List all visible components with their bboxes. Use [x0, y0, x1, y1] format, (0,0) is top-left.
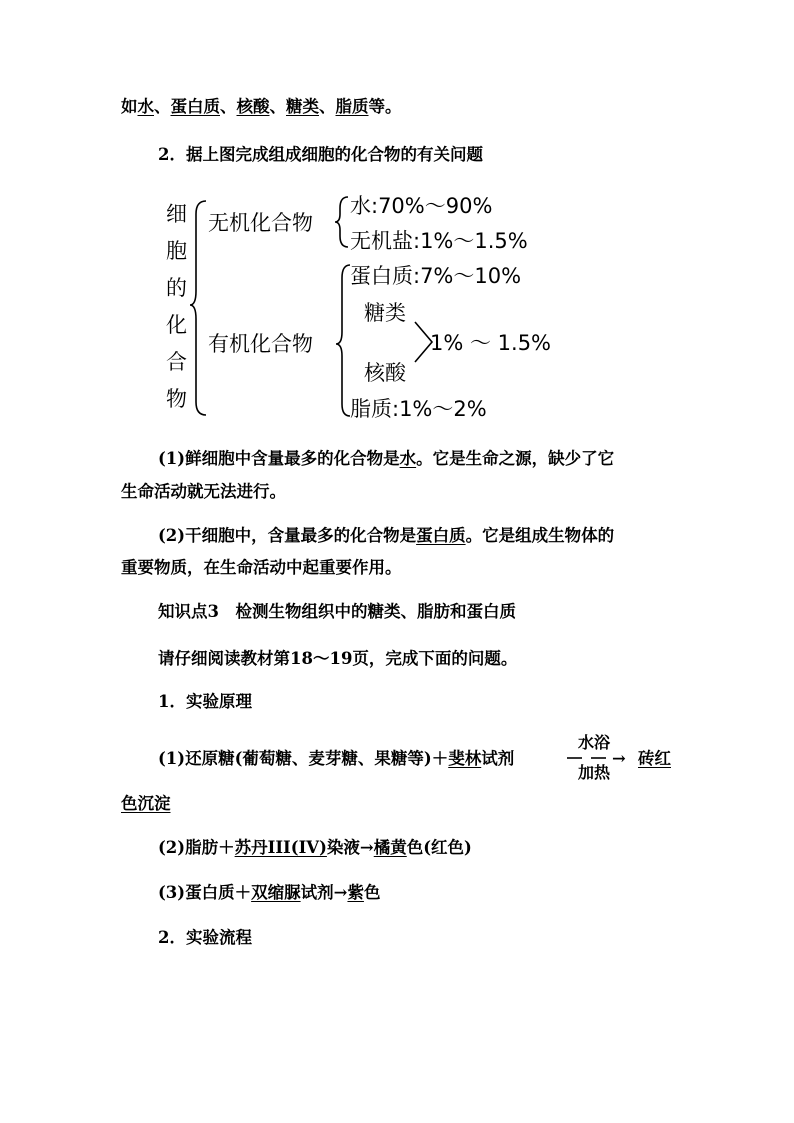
answer-protein: 蛋白质	[170, 97, 220, 116]
text: 等。	[368, 97, 402, 116]
para-2-line-1	[158, 525, 614, 547]
answer: 苏丹III(IV)	[234, 838, 327, 857]
water-label: 水:70%～90%	[350, 194, 493, 218]
text: 、	[319, 97, 336, 116]
text: 如	[121, 97, 138, 116]
protein-label: 蛋白质:7%～10%	[350, 264, 522, 288]
group-label: 1% ～ 1.5%	[430, 331, 552, 355]
text: (1)鲜细胞中含量最多的化合物是	[158, 449, 400, 468]
text: 、	[220, 97, 237, 116]
sub-heading-principle: 1．实验原理	[158, 692, 252, 711]
text: (1)还原糖(葡萄糖、麦芽糖、果糖等)＋	[158, 749, 449, 768]
reaction-arrow: →	[612, 749, 626, 768]
answer: 水	[399, 449, 417, 468]
answer: 蛋白质	[416, 526, 466, 545]
answer-nucleic: 核酸	[236, 97, 270, 116]
condition-bottom: 加热	[578, 763, 611, 782]
reading-instruction: 请仔细阅读教材第18～19页，完成下面的问题。	[158, 649, 518, 668]
sugar-label: 糖类	[364, 301, 406, 325]
root-char: 胞	[166, 239, 187, 263]
text: (3)蛋白质＋	[158, 883, 252, 902]
experiment-2-line	[158, 837, 472, 859]
experiment-3-line	[158, 882, 380, 904]
sub-heading-procedure: 2．实验流程	[158, 928, 252, 947]
answer: 砖红	[638, 749, 671, 768]
root-char: 细	[166, 202, 187, 226]
answer: 双缩脲	[251, 883, 301, 902]
text: 色	[363, 883, 381, 902]
nucleic-label: 核酸	[364, 361, 406, 385]
text: 。它是组成生物体的	[465, 526, 615, 545]
organic-label: 有机化合物	[208, 332, 313, 356]
para-2-line-2: 重要物质，在生命活动中起重要作用。	[121, 558, 402, 577]
root-char: 的	[166, 276, 187, 300]
inorganic-label: 无机化合物	[208, 211, 313, 235]
para-1-line-2: 生命活动就无法进行。	[121, 482, 286, 501]
section-heading: 2．据上图完成组成细胞的化合物的有关问题	[158, 145, 483, 164]
lipid-label: 脂质:1%～2%	[350, 397, 487, 421]
answer: 紫	[347, 883, 364, 902]
root-char: 合	[166, 350, 187, 374]
answer-lipid: 脂质	[335, 97, 369, 116]
text: (2)干细胞中，含量最多的化合物是	[158, 526, 417, 545]
text: 、	[269, 97, 286, 116]
condition-top: 水浴	[578, 733, 611, 752]
text: 色(红色)	[406, 838, 472, 857]
answer: 色沉淀	[121, 794, 171, 813]
answer-sugar: 糖类	[286, 97, 319, 116]
knowledge-point-heading: 知识点3 检测生物组织中的糖类、脂肪和蛋白质	[158, 602, 516, 621]
salt-label: 无机盐:1%～1.5%	[350, 229, 528, 253]
text: 试剂→	[300, 883, 348, 902]
answer: 橘黄	[373, 838, 407, 857]
answer: 斐林	[448, 749, 482, 768]
experiment-1-line	[158, 748, 514, 770]
para-1-line-1	[158, 448, 614, 470]
text: 染液→	[326, 838, 374, 857]
intro-line	[121, 96, 402, 118]
root-char: 化	[166, 313, 187, 337]
text: 、	[154, 97, 171, 116]
text: 。它是生命之源，缺少了它	[416, 449, 615, 468]
text: 试剂	[481, 749, 515, 768]
answer-water: 水	[137, 97, 154, 116]
text: (2)脂肪＋	[158, 838, 235, 857]
root-char: 物	[166, 387, 187, 411]
